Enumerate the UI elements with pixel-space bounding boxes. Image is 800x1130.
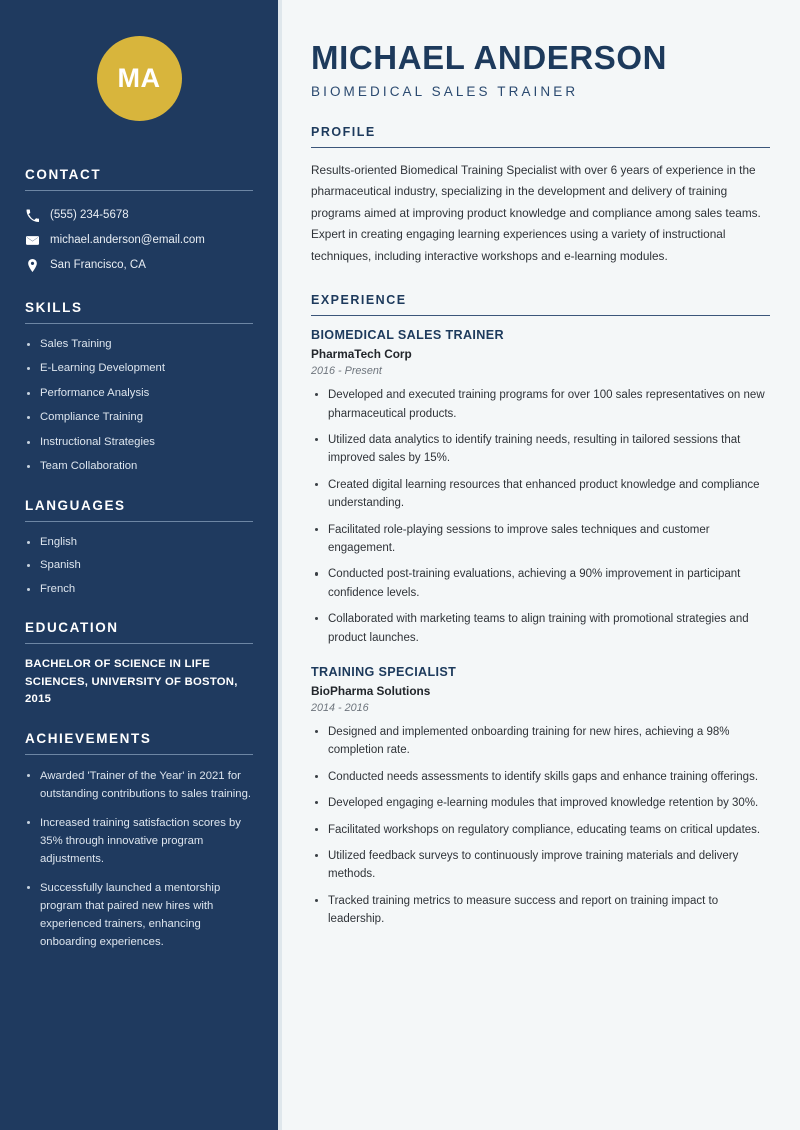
profile-heading: PROFILE: [311, 124, 376, 139]
contact-divider: [25, 190, 253, 191]
list-item: Conducted needs assessments to identify skills gaps and enhance training offerings.: [311, 768, 770, 786]
job-dates: 2014 - 2016: [311, 701, 369, 714]
list-item: French: [25, 581, 253, 599]
list-item: Increased training satisfaction scores by 35% through innovative program adjustments.: [25, 814, 253, 868]
experience-divider: [311, 315, 770, 316]
list-item: Collaborated with marketing teams to align training with promotional strategies and product launches.: [311, 610, 770, 647]
list-item: Team Collaboration: [25, 458, 253, 476]
list-item: Conducted post-training evaluations, achieving a 90% improvement in participant confidence levels.: [311, 565, 770, 602]
education-heading: EDUCATION: [25, 620, 119, 636]
job-subtitle: BIOMEDICAL SALES TRAINER: [311, 83, 579, 99]
achievements-section: [25, 731, 253, 952]
list-item: Facilitated workshops on regulatory compliance, educating teams on critical updates.: [311, 821, 770, 839]
education-divider: [25, 643, 253, 644]
list-item: E-Learning Development: [25, 360, 253, 378]
avatar-container: [25, 0, 253, 135]
achievements-heading: ACHIEVEMENTS: [25, 730, 152, 746]
languages-section: [25, 498, 253, 599]
job-bullets: [311, 723, 770, 929]
achievements-divider: [25, 754, 253, 755]
achievements-list: [25, 767, 253, 952]
phone-icon: [25, 208, 39, 222]
list-item: Utilized feedback surveys to continuously improve training materials and delivery methods.: [311, 847, 770, 884]
profile-text: Results-oriented Biomedical Training Specialist with over 6 years of experience in the pharmaceutical industry, specializing in the development and delivery of training programs aimed at improving product knowledge and compliance among sales teams. Expert in creating engaging learning experiences using a variety of instructional techniques, including interactive workshops and e-learning modules.: [311, 162, 761, 263]
profile-section: [311, 125, 770, 267]
skills-heading: SKILLS: [25, 299, 83, 315]
job-bullets: [311, 386, 770, 647]
list-item: Successfully launched a mentorship program that paired new hires with experienced trainers, enhancing onboarding experiences.: [25, 879, 253, 951]
languages-list: [25, 534, 253, 599]
languages-divider: [25, 521, 253, 522]
envelope-icon: [25, 233, 39, 247]
job-title: TRAINING SPECIALIST: [311, 664, 457, 679]
contact-value-phone: (555) 234-5678: [50, 209, 129, 221]
list-item: Created digital learning resources that enhanced product knowledge and compliance understanding.: [311, 476, 770, 513]
list-item: English: [25, 534, 253, 552]
sidebar: [0, 0, 278, 1130]
job-company: PharmaTech Corp: [311, 347, 412, 362]
contact-item-phone[interactable]: [25, 203, 253, 228]
skills-list: [25, 336, 253, 476]
avatar-monogram: MA: [97, 36, 182, 121]
list-item: Developed and executed training programs for over 100 sales representatives on new pharmaceutical products.: [311, 386, 770, 423]
education-section: [25, 620, 253, 709]
job-dates: 2016 - Present: [311, 365, 382, 378]
page-title: MICHAEL ANDERSON: [311, 39, 668, 76]
experience-heading: EXPERIENCE: [311, 293, 407, 308]
contact-value-email: michael.anderson@email.com: [50, 233, 205, 246]
list-item: Instructional Strategies: [25, 434, 253, 452]
list-item: Developed engaging e-learning modules that improved knowledge retention by 30%.: [311, 794, 770, 812]
list-item: Facilitated role-playing sessions to improve sales techniques and customer engagement.: [311, 521, 770, 558]
main-content: [278, 0, 800, 1130]
list-item: Designed and implemented onboarding training for new hires, achieving a 98% completion rate.: [311, 723, 770, 760]
contact-heading: CONTACT: [25, 167, 102, 182]
skills-section: [25, 300, 253, 476]
location-pin-icon: [25, 258, 39, 272]
list-item: Compliance Training: [25, 409, 253, 427]
contact-section: [25, 167, 253, 278]
list-item: Tracked training metrics to measure success and report on training impact to leadership.: [311, 892, 770, 929]
education-entry: BACHELOR OF SCIENCE IN LIFE SCIENCES, UNIVERSITY OF BOSTON, 2015: [25, 658, 238, 706]
contact-list: [25, 203, 253, 278]
contact-value-location: San Francisco, CA: [50, 258, 146, 271]
list-item: Performance Analysis: [25, 385, 253, 403]
languages-heading: LANGUAGES: [25, 497, 126, 513]
list-item: Sales Training: [25, 336, 253, 354]
skills-divider: [25, 323, 253, 324]
list-item: Utilized data analytics to identify training needs, resulting in tailored sessions that improved sales by 15%.: [311, 431, 770, 468]
list-item: Spanish: [25, 557, 253, 575]
profile-divider: [311, 147, 770, 148]
contact-item-location[interactable]: [25, 253, 253, 278]
experience-entry: [311, 665, 770, 929]
job-company: BioPharma Solutions: [311, 683, 431, 698]
list-item: Awarded 'Trainer of the Year' in 2021 for outstanding contributions to sales training.: [25, 767, 253, 803]
experience-section: [311, 293, 770, 928]
contact-item-email[interactable]: [25, 228, 253, 253]
job-title: BIOMEDICAL SALES TRAINER: [311, 328, 504, 343]
experience-entry: [311, 328, 770, 647]
